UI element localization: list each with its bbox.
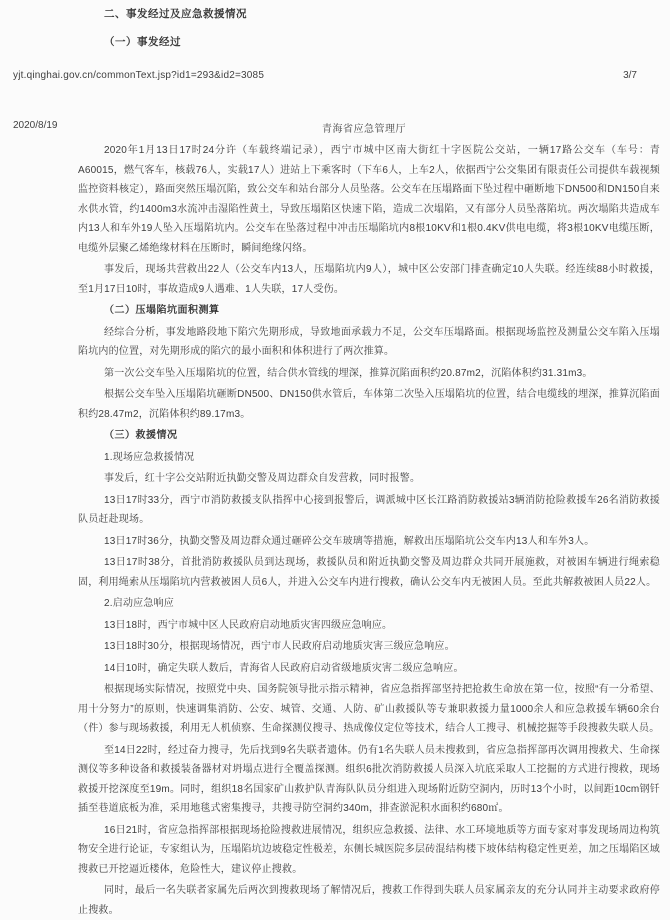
paragraph-1733-dispatch: 13日17时33分，西宁市消防救援支队指挥中心接到报警后，调派城中区长江路消防救援站3辆消防抢险救援车26名消防救援队员赶赴现场。 — [78, 494, 660, 525]
section-heading: 二、事发经过及应急救援情况 — [104, 8, 247, 20]
paragraph-second-subsidence: 根据公交车坠入压塌陷坑砸断DN500、DN150供水管后，车体第二次坠入压塌陷坑的位置，结合电缆线的埋深，推算沉陷面积约28.47m2，沉陷体积约89.17m3。 — [78, 389, 660, 420]
site-title: 青海省应急管理厅 — [322, 124, 406, 135]
paragraph-family-consent: 同时，最后一名失联者家属先后两次到搜救现场了解情况后，搜救工作得到失联人员家属亲友的充分认同并主动要求政府停止搜救。 — [78, 885, 660, 916]
paragraph-1738-rescue: 13日17时38分，首批消防救援队员到达现场，救援队员和附近执勤交警及周边群众共同开展施救，对被困车辆进行绳索稳固，利用绳索从压塌陷坑内营救被困人员6人，并进入公交车内进行搜救，确认公交车内无被困人员。至此共解救被困人员22人。 — [78, 557, 660, 588]
paragraph-level2-response: 14日10时，确定失联人数后，青海省人民政府启动省级地质灾害二级应急响应。 — [104, 662, 464, 674]
paragraph-level4-response: 13日18时，西宁市城中区人民政府启动地质灾害四级应急响应。 — [104, 619, 393, 631]
paragraph-analysis: 经综合分析，事发地路段地下陷穴先期形成，导致地面承载力不足，公交车压塌路面。根据现场监控及测量公交车陷入压塌陷坑内的位置，对先期形成的陷穴的最小面积和体积进行了两次推算。 — [78, 326, 660, 357]
document-url: yjt.qinghai.gov.cn/commonText.jsp?id1=293&id2=3085 — [13, 70, 265, 81]
paragraph-casualties: 事发后，现场共营救出22人（公交车内13人，压塌陷坑内9人），城中区公安部门排查确定10人失联。经连续88小时救援，至1月17日10时，事故造成9人遇难、1人失联，17人受伤。 — [78, 264, 660, 295]
document-body — [0, 139, 670, 920]
paragraph-spontaneous-rescue: 事发后，红十字公交站附近执勤交警及周边群众自发营救，同时报警。 — [104, 473, 421, 484]
heading-pit-area-calculation: （二）压塌陷坑面积测算 — [104, 305, 220, 316]
subheading-onsite-rescue: 1.现场应急救援情况 — [104, 451, 195, 463]
paragraph-1736-rescue: 13日17时36分，执勤交警及周边群众通过砸碎公交车玻璃等措施，解救出压塌陷坑公交车内13人和车外3人。 — [104, 535, 595, 547]
previous-page-headings — [0, 0, 670, 52]
print-footer — [0, 70, 670, 84]
subheading-emergency-response: 2.启动应急响应 — [104, 598, 174, 609]
print-date: 2020/8/19 — [13, 120, 58, 131]
heading-rescue-situation: （三）救援情况 — [104, 430, 178, 441]
paragraph-expert-assessment: 16日21时，省应急指挥部根据现场抢险搜救进展情况，组织应急救援、法律、水工环境地质等方面专家对事发现场周边构筑物安全进行论证，专家组认为，压塌陷坑边坡稳定性极差，东侧长城医院多层砖混结构楼下坡体结构稳定性更差，加之压塌陷区域搜救已开挖逼近楼体，危险性大，建议停止搜救。 — [78, 824, 660, 875]
page-number: 3/7 — [623, 70, 637, 81]
paragraph-level3-response: 13日18时30分，根据现场情况，西宁市人民政府启动地质灾害三级应急响应。 — [104, 641, 455, 652]
paragraph-first-subsidence: 第一次公交车坠入压塌陷坑的位置，结合供水管线的埋深，推算沉陷面积约20.87m2，沉陷体积约31.31m3。 — [104, 367, 593, 379]
print-header — [0, 120, 670, 134]
paragraph-incident-overview: 2020年1月13日17时24分许（车载终端记录），西宁市城中区南大街红十字医院公交站，一辆17路公交车（车号：青A60015，燃气客车，核载76人，实载17人）进站上下乘客时（下车6人，上车2人，依据西宁公交集团有限责任公司提供车载视频监控资料核定），路面突然压塌沉陷，致公交车和站台部分人员坠落。公交车在压塌路面下坠过程中砸断地下DN500和DN150自来水供水管，约1400m3水流冲击湿陷性黄土，导致压塌陷区快速下陷，造成二次塌陷，又有部分人员坠落陷坑。两次塌陷共造成车内13人和车外19人坠入压塌陷坑内。公交车在坠落过程中冲击压塌陷坑内8根10KV和1根0.4KV供电电缆，将3根10KV电缆压断，电缆外层聚乙烯绝缘材料在压断时，瞬间绝缘闪络。 — [78, 145, 660, 254]
subsection-heading: （一）事发经过 — [104, 36, 181, 48]
paragraph-search-progress: 至14日22时，经过奋力搜寻，先后找到9名失联者遗体。仍有1名失联人员未搜救到，省应急指挥部再次调用搜救犬、生命探测仪等多种设备和救援装备器材对坍塌点进行全覆盖探测。组织6批次消防救援人员深入坑底采取人工挖掘的方式进行搜救，现场救援开挖深度至19m。同时，组织18名国家矿山救护队青海队队员分组进入现场附近防空洞内，历时13个小时，以间距10cm钢钎插至巷道底板为准，采用地毯式密集搜寻，共搜寻防空洞约340m，排查淤泥积水面积约680㎡。 — [78, 744, 660, 814]
paragraph-rescue-forces: 根据现场实际情况，按照党中央、国务院领导批示指示精神，省应急指挥部坚持把抢救生命放在第一位，按照“有一分希望、用十分努力”的原则，快速调集消防、公安、城管、交通、人防、矿山救援队等专兼职救援力量1000余人和应急救援车辆60余台（件）参与现场救援，利用无人机侦察、生命探测仪搜寻、热成像仪定位等技术，结合人工搜寻、机械挖掘等手段搜救失联人员。 — [78, 684, 660, 734]
